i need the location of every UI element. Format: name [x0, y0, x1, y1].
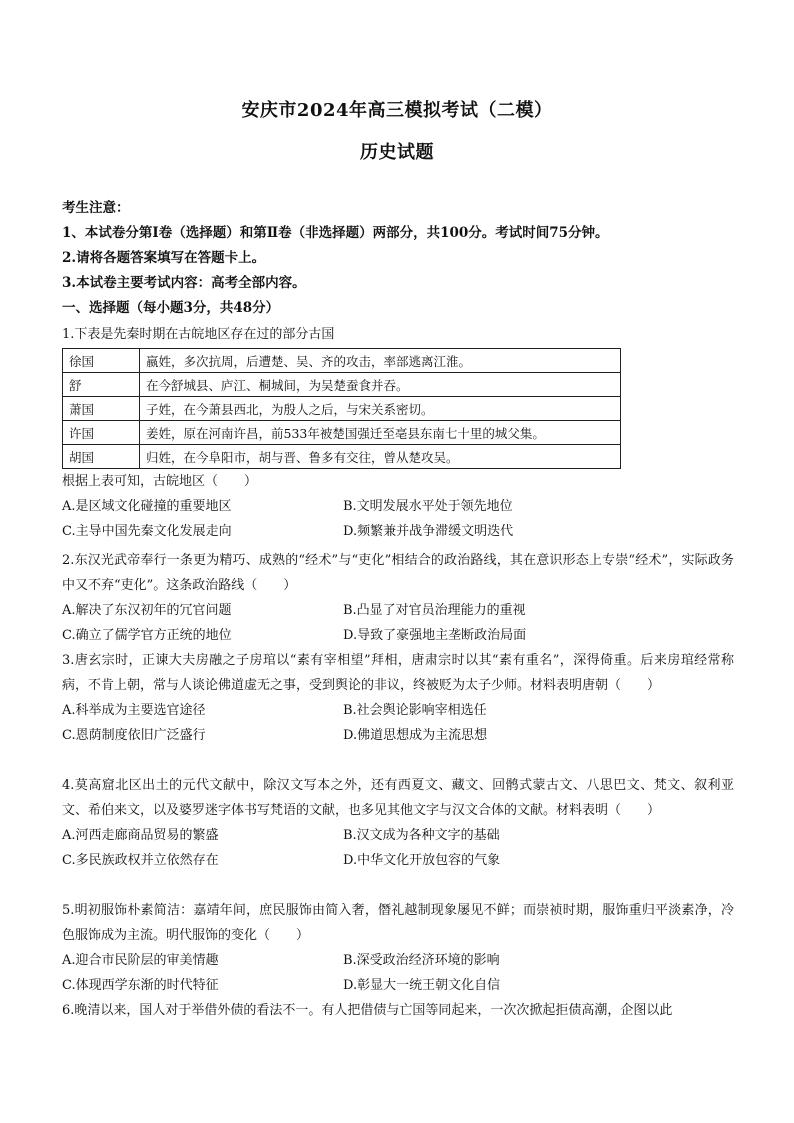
option-c: C.多民族政权并立依然存在	[62, 853, 219, 868]
table-cell: 舒	[63, 373, 140, 397]
table-cell: 在今舒城县、庐江、桐城间，为吴楚蚕食并吞。	[140, 373, 621, 397]
option-c: C.恩荫制度依旧广泛盛行	[62, 728, 206, 743]
question-1	[62, 322, 734, 544]
question-prompt: 根据上表可知，古皖地区（ ）	[62, 474, 258, 489]
notice-heading: 考生注意：	[62, 200, 130, 216]
ancient-states-table	[62, 348, 621, 469]
options-row	[62, 948, 734, 973]
options-row	[62, 623, 734, 648]
notice-item-1: 1、本试卷分第Ⅰ卷（选择题）和第Ⅱ卷（非选择题）两部分，共100分。考试时间75分钟。	[62, 225, 609, 241]
table-row	[63, 421, 621, 445]
table-cell: 胡国	[63, 445, 140, 469]
exam-title: 安庆市2024年高三模拟考试（二模）	[241, 100, 553, 121]
table-row	[63, 397, 621, 421]
question-2	[62, 548, 734, 648]
notice-item-2: 2.请将各题答案填写在答题卡上。	[62, 250, 266, 266]
option-c: C.确立了儒学官方正统的地位	[62, 628, 232, 643]
options-row	[62, 698, 734, 723]
options-row	[62, 494, 734, 519]
section-heading: 一、选择题（每小题3分，共48分）	[62, 300, 280, 316]
notice-item-3: 3.本试卷主要考试内容：高考全部内容。	[62, 275, 306, 291]
option-c: C.主导中国先秦文化发展走向	[62, 524, 232, 539]
options-row	[62, 848, 734, 873]
option-d: D.导致了豪强地主垄断政治局面	[343, 628, 527, 643]
question-stem: 3.唐玄宗时，正谏大夫房融之子房琯以“素有宰相望”拜相，唐肃宗时以其“素有重名”，深得倚重。后来房琯经常称病，不肯上朝，常与人谈论佛道虚无之事，受到舆论的非议，终被贬为太子少师。材料表明唐朝（ ）	[62, 653, 734, 693]
option-a: A.是区域文化碰撞的重要地区	[62, 499, 232, 514]
options-row	[62, 823, 734, 848]
table-row	[63, 373, 621, 397]
options-row	[62, 723, 734, 748]
option-d: D.频繁兼并战争滞缓文明迭代	[343, 524, 514, 539]
option-a: A.迎合市民阶层的审美情趣	[62, 953, 219, 968]
table-cell: 萧国	[63, 397, 140, 421]
question-3	[62, 648, 734, 748]
option-a: A.解决了东汉初年的冗官问题	[62, 603, 232, 618]
table-cell: 姜姓，原在河南许昌，前533年被楚国强迁至亳县东南七十里的城父集。	[140, 421, 621, 445]
option-b: B.社会舆论影响宰相选任	[343, 703, 487, 718]
option-b: B.汉文成为各种文字的基础	[343, 828, 500, 843]
table-cell: 徐国	[63, 349, 140, 373]
question-stem: 1.下表是先秦时期在古皖地区存在过的部分古国	[62, 327, 335, 342]
options-row	[62, 519, 734, 544]
options-row	[62, 973, 734, 998]
option-a: A.河西走廊商品贸易的繁盛	[62, 828, 219, 843]
question-5	[62, 898, 734, 998]
notice-block	[62, 196, 734, 321]
question-stem: 5.明初服饰朴素简洁：嘉靖年间，庶民服饰由简入奢，僭礼越制现象屡见不鲜；而崇祯时期，服饰重归平淡素净，冷色服饰成为主流。明代服饰的变化（ ）	[62, 903, 734, 943]
option-b: B.文明发展水平处于领先地位	[343, 499, 513, 514]
option-d: D.佛道思想成为主流思想	[343, 728, 488, 743]
question-stem: 4.莫高窟北区出土的元代文献中，除汉文写本之外，还有西夏文、藏文、回鹘式蒙古文、八思巴文、梵文、叙利亚文、希伯来文，以及婆罗迷字体书写梵语的文献，也多见其他文字与汉文合体的文献。材料表明（ ）	[62, 778, 734, 818]
option-c: C.体现西学东渐的时代特征	[62, 978, 219, 993]
question-4	[62, 773, 734, 873]
table-cell: 许国	[63, 421, 140, 445]
option-b: B.深受政治经济环境的影响	[343, 953, 500, 968]
options-row	[62, 598, 734, 623]
table-cell: 嬴姓，多次抗周，后遭楚、吴、齐的攻击，率部逃离江淮。	[140, 349, 621, 373]
table-row	[63, 445, 621, 469]
question-stem: 2.东汉光武帝奉行一条更为精巧、成熟的“经术”与“吏化”相结合的政治路线，其在意识形态上专崇“经术”，实际政务中又不弃“吏化”。这条政治路线（ ）	[62, 553, 734, 593]
exam-subtitle: 历史试题	[360, 142, 434, 163]
option-a: A.科举成为主要选官途径	[62, 703, 206, 718]
table-cell: 子姓，在今萧县西北，为殷人之后，与宋关系密切。	[140, 397, 621, 421]
table-cell: 归姓，在今阜阳市，胡与晋、鲁多有交往，曾从楚攻吴。	[140, 445, 621, 469]
question-stem: 6.晚清以来，国人对于举借外债的看法不一。有人把借债与亡国等同起来，一次次掀起拒债高潮，企图以此	[62, 1003, 673, 1018]
option-d: D.中华文化开放包容的气象	[343, 853, 501, 868]
question-6	[62, 998, 734, 1023]
option-d: D.彰显大一统王朝文化自信	[343, 978, 501, 993]
table-row	[63, 349, 621, 373]
option-b: B.凸显了对官员治理能力的重视	[343, 603, 526, 618]
